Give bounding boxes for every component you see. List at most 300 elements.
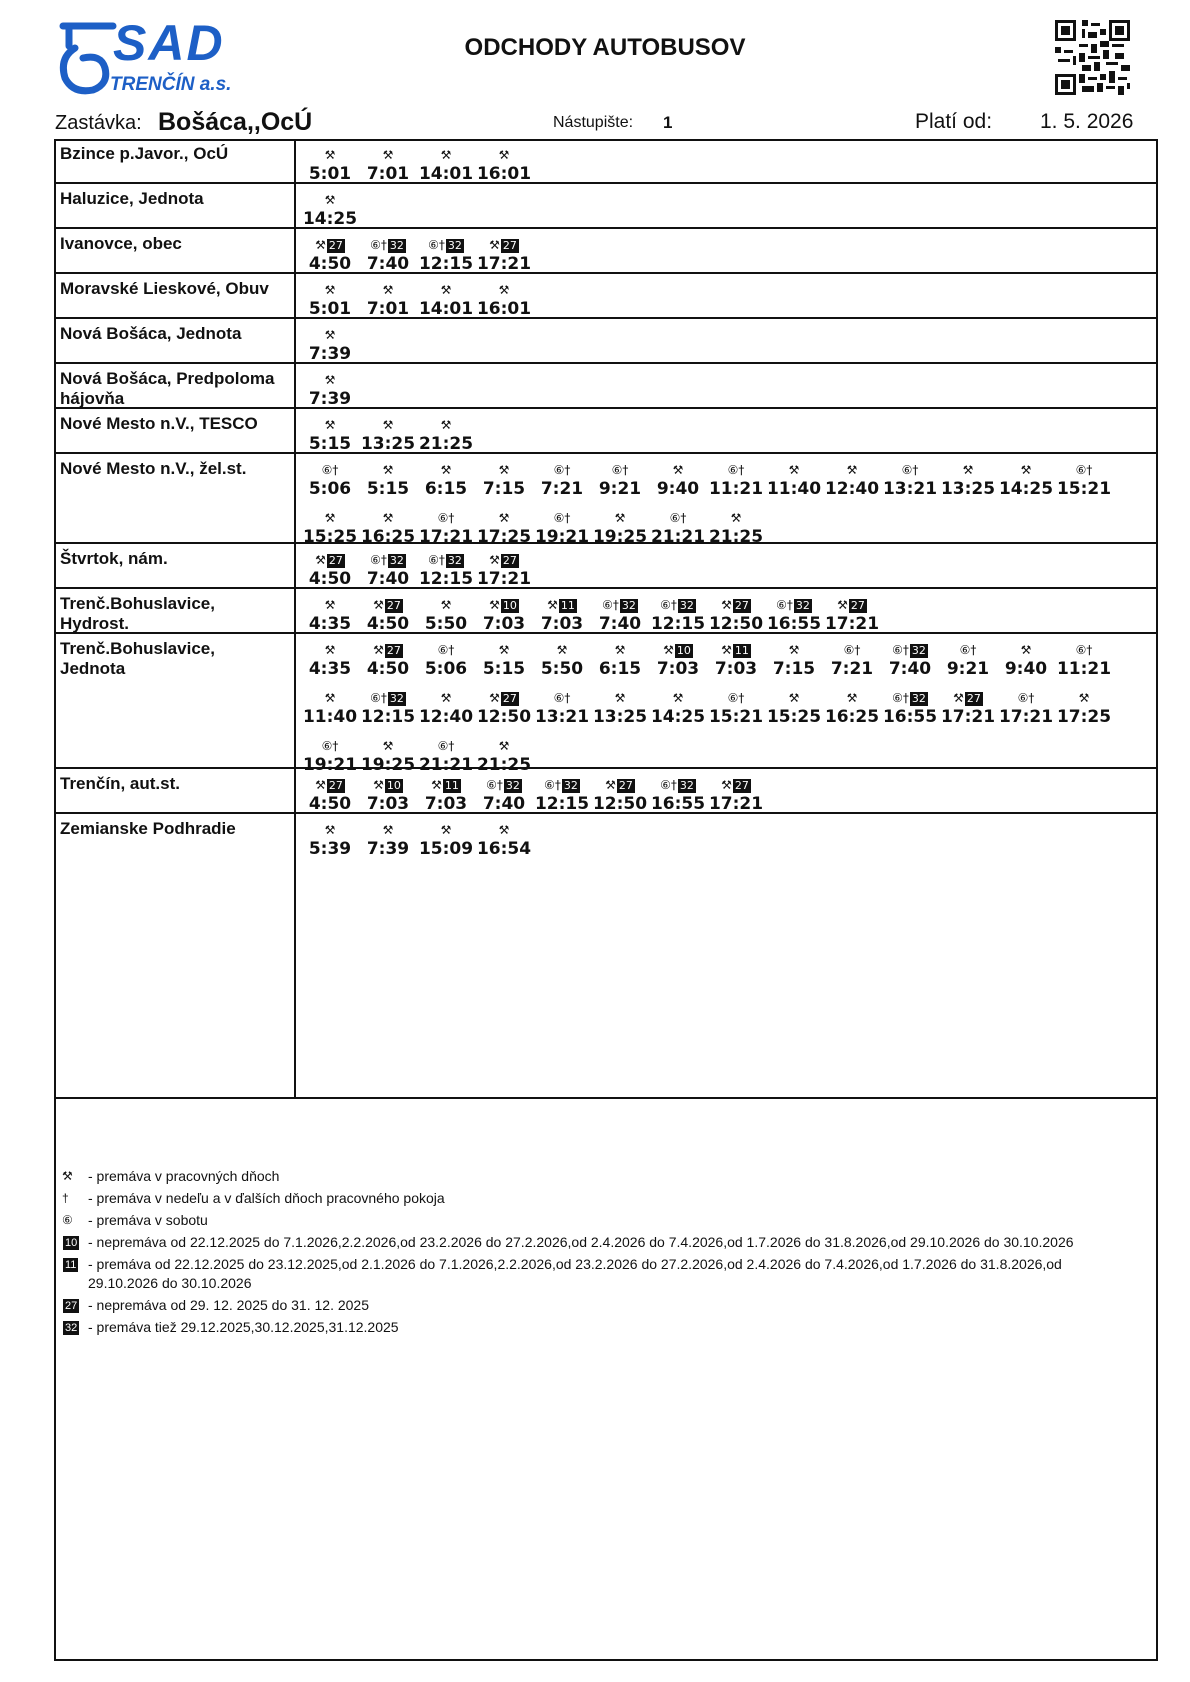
service-symbol	[301, 552, 359, 569]
departure-time: 16:54	[476, 839, 532, 859]
service-symbol	[765, 642, 823, 659]
day-symbol-icon: ⑥†	[1017, 691, 1035, 705]
service-symbol	[649, 597, 707, 614]
departure[interactable]	[649, 642, 707, 690]
departure[interactable]	[591, 690, 649, 738]
departure-time: 5:01	[308, 299, 352, 319]
service-symbol	[301, 822, 359, 839]
service-symbol	[765, 597, 823, 614]
day-symbol-icon: ⚒	[837, 598, 848, 612]
day-symbol-icon: ⚒	[324, 373, 336, 387]
note-badge: 10	[676, 643, 691, 657]
departure-time: 7:40	[366, 569, 410, 589]
service-symbol	[707, 777, 765, 794]
departure[interactable]	[997, 462, 1055, 510]
timetable-row	[54, 544, 1158, 589]
service-symbol	[591, 597, 649, 614]
destination-line: Hydrost.	[60, 614, 129, 633]
departure-times	[296, 364, 1158, 407]
day-symbol-icon: ⑥†	[553, 463, 571, 477]
day-symbol-icon: ⑥†	[553, 511, 571, 525]
day-symbol-icon: ⚒	[315, 238, 326, 252]
departure[interactable]	[1055, 462, 1113, 510]
destination-name	[54, 364, 296, 407]
destination-line: Nová Bošáca, Predpoloma	[60, 369, 275, 388]
day-symbol-icon: ⚒	[605, 778, 616, 792]
departure[interactable]	[881, 690, 939, 738]
departure[interactable]	[823, 690, 881, 738]
service-symbol	[417, 597, 475, 614]
note-badge: 32	[65, 1321, 78, 1334]
day-symbol-icon: ⑥†	[727, 463, 745, 477]
timetable-row	[54, 274, 1158, 319]
departure[interactable]	[997, 642, 1055, 690]
service-symbol	[301, 417, 359, 434]
day-symbol-icon: ⚒	[382, 463, 394, 477]
departure-time: 5:06	[308, 479, 352, 499]
departure-line	[301, 642, 1158, 690]
day-symbol-icon: ⑥†	[370, 553, 387, 567]
timetable	[54, 139, 1158, 1099]
day-symbol-icon: ⑥†	[727, 691, 745, 705]
departure-times	[296, 139, 1158, 182]
service-symbol	[301, 327, 359, 344]
day-symbol-icon: ⑥†	[959, 643, 977, 657]
departure[interactable]	[591, 642, 649, 690]
departure[interactable]	[417, 822, 475, 870]
departure-time: 21:21	[418, 755, 474, 775]
note-badge: 27	[734, 598, 749, 612]
departure[interactable]	[417, 642, 475, 690]
departure-time: 7:39	[308, 389, 352, 409]
departure-times	[296, 544, 1158, 587]
departure-time: 7:40	[888, 659, 932, 679]
service-symbol	[301, 282, 359, 299]
departure[interactable]	[475, 690, 533, 738]
destination-name	[54, 814, 296, 1097]
destination-line: Moravské Lieskové, Obuv	[60, 279, 269, 298]
departure-time: 16:25	[360, 527, 416, 547]
day-symbol-icon: ⚒	[324, 691, 336, 705]
departure-line	[301, 822, 1158, 870]
service-symbol	[359, 237, 417, 254]
departure-time: 7:03	[366, 794, 410, 814]
service-symbol	[475, 597, 533, 614]
departure-time: 7:03	[714, 659, 758, 679]
service-symbol	[475, 510, 533, 527]
departure[interactable]	[881, 642, 939, 690]
service-symbol	[417, 282, 475, 299]
day-symbol-icon: ⑥†	[321, 739, 339, 753]
service-symbol	[823, 462, 881, 479]
departure-time: 15:21	[1056, 479, 1112, 499]
departure-time: 4:50	[366, 659, 410, 679]
departure[interactable]	[649, 690, 707, 738]
service-symbol	[649, 690, 707, 707]
day-symbol-icon: ⑥†	[321, 463, 339, 477]
departure-time: 5:06	[424, 659, 468, 679]
departure-time: 16:55	[882, 707, 938, 727]
departure-time: 7:15	[772, 659, 816, 679]
day-symbol-icon: ⚒	[382, 283, 394, 297]
legend-symbol	[62, 1255, 88, 1293]
departure[interactable]	[939, 690, 997, 738]
timetable-row	[54, 229, 1158, 274]
departure-time: 7:03	[482, 614, 526, 634]
day-symbol-icon: ⚒	[440, 283, 452, 297]
day-symbol-icon: ⚒	[498, 739, 510, 753]
service-symbol	[301, 642, 359, 659]
departure[interactable]	[823, 462, 881, 510]
note-badge: 11	[734, 643, 749, 657]
note-badge: 27	[502, 553, 517, 567]
note-badge: 32	[621, 598, 636, 612]
departure-time: 17:21	[476, 254, 532, 274]
legend-item	[62, 1255, 1132, 1293]
departure-time: 17:21	[998, 707, 1054, 727]
timetable-row	[54, 319, 1158, 364]
service-symbol	[997, 462, 1055, 479]
destination-line: Nová Bošáca, Jednota	[60, 324, 242, 343]
day-symbol-icon: ⚒	[788, 463, 800, 477]
service-symbol	[359, 597, 417, 614]
note-badge: 27	[328, 553, 343, 567]
service-symbol	[359, 462, 417, 479]
note-badge: 10	[65, 1236, 78, 1249]
service-symbol	[417, 738, 475, 755]
day-symbol-icon: ⚒	[440, 691, 452, 705]
legend-text: - nepremáva od 22.12.2025 do 7.1.2026,2.2.2026,od 23.2.2026 do 27.2.2026,od 2.4.2026 do 7.4.2026,od 1.7.2026 do 31.8.2026,od 29.10.2026 do 30.10.2026	[88, 1234, 1074, 1250]
departure[interactable]	[301, 690, 359, 738]
departure-time: 16:55	[766, 614, 822, 634]
note-badge: 32	[447, 238, 462, 252]
departure-time: 9:40	[656, 479, 700, 499]
departure[interactable]	[417, 690, 475, 738]
departure-time: 7:15	[482, 479, 526, 499]
legend-text: - premáva od 22.12.2025 do 23.12.2025,od 2.1.2026 do 7.1.2026,2.2.2026,od 23.2.2026 do 27.2.2026,od 2.4.2026 do 7.4.2026,od 1.7.2026 do 31.8.2026,od 29.10.2026 do 30.10.2026	[88, 1256, 1062, 1291]
service-symbol	[417, 822, 475, 839]
destination-name	[54, 319, 296, 362]
service-symbol	[301, 147, 359, 164]
departure-time: 14:25	[650, 707, 706, 727]
logo-subtitle: TRENČÍN a.s.	[110, 74, 232, 95]
service-symbol	[765, 690, 823, 707]
departure[interactable]	[1055, 642, 1113, 690]
service-symbol	[359, 510, 417, 527]
service-symbol	[1055, 462, 1113, 479]
note-badge: 32	[795, 598, 810, 612]
day-symbol-icon: ⚒	[440, 418, 452, 432]
service-symbol	[475, 642, 533, 659]
service-symbol	[417, 552, 475, 569]
departure-time: 7:01	[366, 164, 410, 184]
logo-text: SAD	[113, 15, 225, 71]
destination-name	[54, 184, 296, 227]
departure-time: 7:21	[830, 659, 874, 679]
departure[interactable]	[881, 462, 939, 510]
note-badge: 32	[563, 778, 578, 792]
service-symbol	[533, 510, 591, 527]
departure-time: 7:40	[482, 794, 526, 814]
day-symbol-icon: ⚒	[498, 511, 510, 525]
departure-time: 9:21	[946, 659, 990, 679]
day-symbol-icon: ⚒	[489, 553, 500, 567]
day-symbol-icon: ⚒	[846, 691, 858, 705]
day-symbol-icon: ⚒	[324, 643, 336, 657]
destination-line: Haluzice, Jednota	[60, 189, 204, 208]
departure[interactable]	[707, 642, 765, 690]
day-symbol-icon: ⚒	[382, 418, 394, 432]
departure-time: 12:40	[418, 707, 474, 727]
departure-time: 6:15	[598, 659, 642, 679]
service-symbol	[417, 690, 475, 707]
departure-time: 7:40	[366, 254, 410, 274]
day-symbol-icon: ⚒	[953, 691, 964, 705]
day-symbol-icon: ⑥†	[892, 643, 909, 657]
stop-name: Bošáca,,OcÚ	[158, 108, 313, 136]
note-badge: 32	[911, 691, 926, 705]
service-symbol	[823, 597, 881, 614]
departure[interactable]	[475, 642, 533, 690]
qr-code-icon[interactable]	[1055, 20, 1130, 95]
departure-time: 11:40	[302, 707, 358, 727]
departure[interactable]	[359, 642, 417, 690]
note-badge: 27	[502, 238, 517, 252]
departure[interactable]	[533, 690, 591, 738]
departure-time: 19:21	[534, 527, 590, 547]
departure[interactable]	[533, 462, 591, 510]
departure-time: 17:21	[418, 527, 474, 547]
departure-time: 16:25	[824, 707, 880, 727]
timetable-row	[54, 409, 1158, 454]
legend-item	[62, 1211, 1132, 1230]
day-symbol-icon: ⑥†	[669, 511, 687, 525]
service-symbol	[707, 642, 765, 659]
service-symbol	[707, 597, 765, 614]
departure[interactable]	[475, 822, 533, 870]
destination-line: Bzince p.Javor., OcÚ	[60, 144, 229, 163]
service-symbol	[591, 510, 649, 527]
departure-time: 17:25	[1056, 707, 1112, 727]
departure-time: 12:15	[418, 254, 474, 274]
note-badge: 27	[328, 238, 343, 252]
departure-time: 17:25	[476, 527, 532, 547]
departure-time: 7:40	[598, 614, 642, 634]
service-symbol	[301, 372, 359, 389]
day-symbol-icon: ⚒	[672, 463, 684, 477]
service-symbol	[359, 822, 417, 839]
departure[interactable]	[707, 690, 765, 738]
destination-line: Jednota	[60, 659, 126, 678]
day-symbol-icon: ⚒	[324, 148, 336, 162]
day-symbol-icon: ⚒	[721, 778, 732, 792]
day-symbol-icon: ⑥†	[602, 598, 619, 612]
departure-time: 11:21	[1056, 659, 1112, 679]
day-symbol-icon: ⑥†	[553, 691, 571, 705]
departure-time: 4:50	[366, 614, 410, 634]
departure[interactable]	[939, 462, 997, 510]
departure[interactable]	[359, 822, 417, 870]
note-badge: 27	[966, 691, 981, 705]
departure[interactable]	[591, 462, 649, 510]
departure[interactable]	[939, 642, 997, 690]
departure-times	[296, 454, 1158, 547]
note-badge: 27	[328, 778, 343, 792]
page-title: ODCHODY AUTOBUSOV	[464, 34, 746, 61]
departure[interactable]	[359, 690, 417, 738]
departure-time: 19:21	[302, 755, 358, 775]
destination-name	[54, 409, 296, 452]
day-symbol-icon: ⚒	[556, 643, 568, 657]
timetable-row	[54, 769, 1158, 814]
departure-time: 4:35	[308, 659, 352, 679]
day-symbol-icon: ⚒	[498, 463, 510, 477]
service-symbol	[301, 510, 359, 527]
departure-time: 14:25	[302, 209, 358, 229]
departure-time: 12:15	[650, 614, 706, 634]
departure-time: 13:25	[592, 707, 648, 727]
service-symbol	[823, 642, 881, 659]
departure[interactable]	[301, 642, 359, 690]
service-symbol	[475, 690, 533, 707]
departure[interactable]	[707, 462, 765, 510]
legend-text: - premáva tiež 29.12.2025,30.12.2025,31.12.2025	[88, 1319, 399, 1335]
legend-symbol	[62, 1296, 88, 1315]
destination-name	[54, 139, 296, 182]
departure-time: 5:15	[366, 479, 410, 499]
departure-time: 7:01	[366, 299, 410, 319]
timetable-row	[54, 139, 1158, 184]
service-symbol	[301, 462, 359, 479]
service-symbol	[417, 237, 475, 254]
service-symbol	[707, 690, 765, 707]
destination-line: Zemianske Podhradie	[60, 819, 236, 838]
departure[interactable]	[997, 690, 1055, 738]
day-symbol-icon: ⚒	[382, 739, 394, 753]
departure-time: 16:01	[476, 164, 532, 184]
legend-text: - premáva v sobotu	[88, 1212, 208, 1228]
departure-time: 12:15	[418, 569, 474, 589]
destination-line: Ivanovce, obec	[60, 234, 182, 253]
legend-symbol: ⚒	[62, 1169, 73, 1183]
stop-info	[55, 108, 1155, 138]
platform-value: 1	[663, 113, 673, 132]
departure-time: 5:39	[308, 839, 352, 859]
note-badge: 27	[502, 691, 517, 705]
timetable-row	[54, 634, 1158, 775]
departure-times	[296, 634, 1158, 775]
service-symbol	[997, 642, 1055, 659]
day-symbol-icon: ⚒	[498, 283, 510, 297]
departure-time: 15:21	[708, 707, 764, 727]
service-symbol	[475, 462, 533, 479]
departure-time: 14:01	[418, 164, 474, 184]
service-symbol	[765, 462, 823, 479]
day-symbol-icon: ⑥†	[1075, 643, 1093, 657]
destination-line: Štvrtok, nám.	[60, 549, 168, 568]
day-symbol-icon: ⑥†	[660, 598, 677, 612]
note-badge: 27	[618, 778, 633, 792]
departure-time: 7:39	[366, 839, 410, 859]
destination-name	[54, 274, 296, 317]
departure[interactable]	[765, 690, 823, 738]
destination-name	[54, 544, 296, 587]
legend-symbol: †	[62, 1191, 69, 1205]
valid-from-label: Platí od:	[915, 110, 993, 133]
departure-times	[296, 814, 1158, 1097]
departure-time: 4:35	[308, 614, 352, 634]
day-symbol-icon: ⑥†	[428, 238, 445, 252]
service-symbol	[591, 642, 649, 659]
page-header	[55, 15, 1155, 138]
departure[interactable]	[823, 642, 881, 690]
departure[interactable]	[765, 642, 823, 690]
departure-times	[296, 319, 1158, 362]
service-symbol	[475, 738, 533, 755]
service-symbol	[533, 690, 591, 707]
day-symbol-icon: ⚒	[440, 598, 452, 612]
note-badge: 27	[734, 778, 749, 792]
departure-times	[296, 409, 1158, 452]
departure[interactable]	[765, 462, 823, 510]
departure[interactable]	[649, 462, 707, 510]
departure-time: 21:25	[476, 755, 532, 775]
departure[interactable]	[301, 462, 359, 510]
departure[interactable]	[475, 462, 533, 510]
departure-time: 11:40	[766, 479, 822, 499]
service-symbol	[417, 510, 475, 527]
note-badge: 32	[911, 643, 926, 657]
day-symbol-icon: ⑥†	[486, 778, 503, 792]
service-symbol	[359, 642, 417, 659]
day-symbol-icon: ⚒	[324, 193, 336, 207]
day-symbol-icon: ⑥†	[370, 238, 387, 252]
note-badge: 32	[447, 553, 462, 567]
departure[interactable]	[1055, 690, 1113, 738]
timetable-row	[54, 454, 1158, 547]
departure-time: 21:21	[650, 527, 706, 547]
day-symbol-icon: ⚒	[672, 691, 684, 705]
day-symbol-icon: ⚒	[489, 238, 500, 252]
departure[interactable]	[417, 462, 475, 510]
departure-time: 13:21	[534, 707, 590, 727]
legend-symbol	[62, 1318, 88, 1337]
day-symbol-icon: ⚒	[324, 598, 336, 612]
departure-time: 17:21	[708, 794, 764, 814]
service-symbol	[939, 462, 997, 479]
service-symbol	[649, 462, 707, 479]
day-symbol-icon: ⚒	[1020, 463, 1032, 477]
service-symbol	[417, 642, 475, 659]
service-symbol	[533, 597, 591, 614]
note-badge: 32	[679, 598, 694, 612]
legend-item	[62, 1296, 1132, 1315]
note-badge: 11	[560, 598, 575, 612]
departure[interactable]	[359, 462, 417, 510]
service-symbol	[475, 282, 533, 299]
departure-time: 15:25	[302, 527, 358, 547]
departure[interactable]	[533, 642, 591, 690]
note-badge: 32	[505, 778, 520, 792]
destination-line: Trenč.Bohuslavice,	[60, 639, 215, 658]
day-symbol-icon: ⚒	[324, 823, 336, 837]
destination-line: hájovňa	[60, 389, 125, 408]
day-symbol-icon: ⑥†	[1075, 463, 1093, 477]
day-symbol-icon: ⚒	[498, 823, 510, 837]
day-symbol-icon: ⚒	[382, 511, 394, 525]
departure[interactable]	[301, 822, 359, 870]
service-symbol	[301, 738, 359, 755]
